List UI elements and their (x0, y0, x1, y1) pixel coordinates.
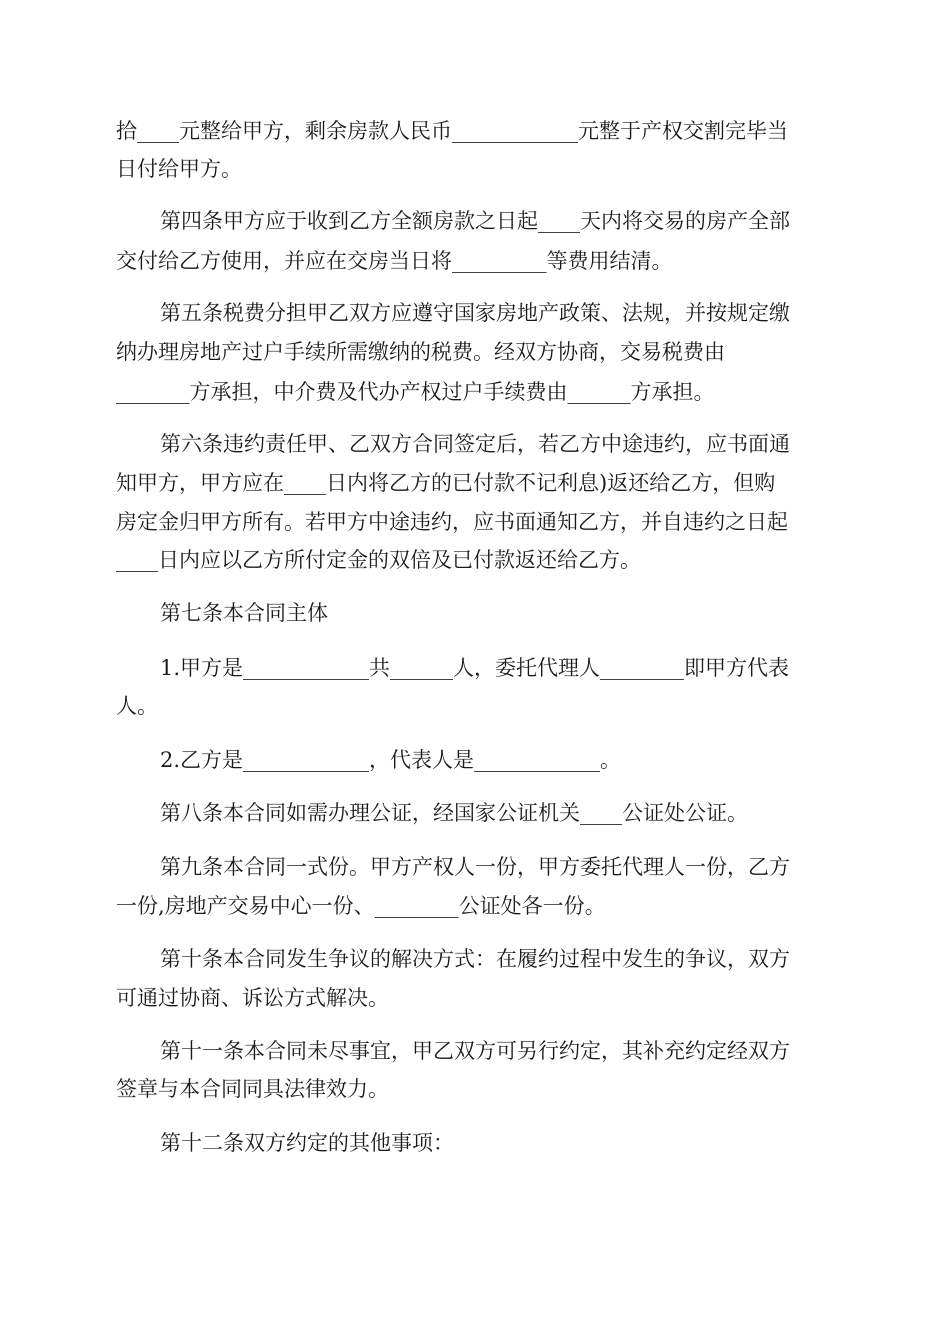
text-line: _______方承担，中介费及代办产权过户手续费由______方承担。 (116, 380, 715, 404)
text-line: 第十二条双方约定的其他事项： (160, 1131, 454, 1155)
text-line: 第十一条本合同未尽事宜，甲乙双方可另行约定，其补充约定经双方 (160, 1039, 790, 1063)
text-line: 第五条税费分担甲乙双方应遵守国家房地产政策、法规，并按规定缴 (160, 301, 790, 325)
text-line: 第七条本合同主体 (160, 601, 328, 625)
text-line: 2.乙方是____________，代表人是____________。 (160, 748, 622, 772)
text-line: ____日内应以乙方所付定金的双倍及已付款返还给乙方。 (116, 548, 641, 572)
text-line: 人。 (116, 694, 158, 718)
text-line: 房定金归甲方所有。若甲方中途违约，应书面通知乙方，并自违约之日起 (116, 510, 788, 534)
text-line: 拾____元整给甲方，剩余房款人民币____________元整于产权交割完毕当 (116, 119, 788, 143)
text-line: 第六条违约责任甲、乙双方合同签定后，若乙方中途违约，应书面通 (160, 432, 790, 456)
text-line: 一份,房地产交易中心一份、________公证处各一份。 (116, 894, 606, 918)
text-line: 1.甲方是____________共______人，委托代理人________即甲方代表 (160, 656, 790, 680)
text-line: 第九条本合同一式份。甲方产权人一份，甲方委托代理人一份，乙方 (160, 855, 790, 879)
text-line: 日付给甲方。 (116, 157, 242, 181)
text-line: 第四条甲方应于收到乙方全额房款之日起____天内将交易的房产全部 (160, 209, 790, 233)
text-line: 纳办理房地产过户手续所需缴纳的税费。经双方协商，交易税费由 (116, 340, 725, 364)
text-line: 交付给乙方使用，并应在交房当日将_________等费用结清。 (116, 249, 673, 273)
text-line: 第八条本合同如需办理公证，经国家公证机关____公证处公证。 (160, 801, 748, 825)
text-line: 知甲方，甲方应在____日内将乙方的已付款不记利息)返还给乙方，但购 (116, 471, 776, 495)
text-line: 可通过协商、诉讼方式解决。 (116, 986, 389, 1010)
text-line: 签章与本合同同具法律效力。 (116, 1077, 389, 1101)
text-line: 第十条本合同发生争议的解决方式：在履约过程中发生的争议，双方 (160, 947, 790, 971)
